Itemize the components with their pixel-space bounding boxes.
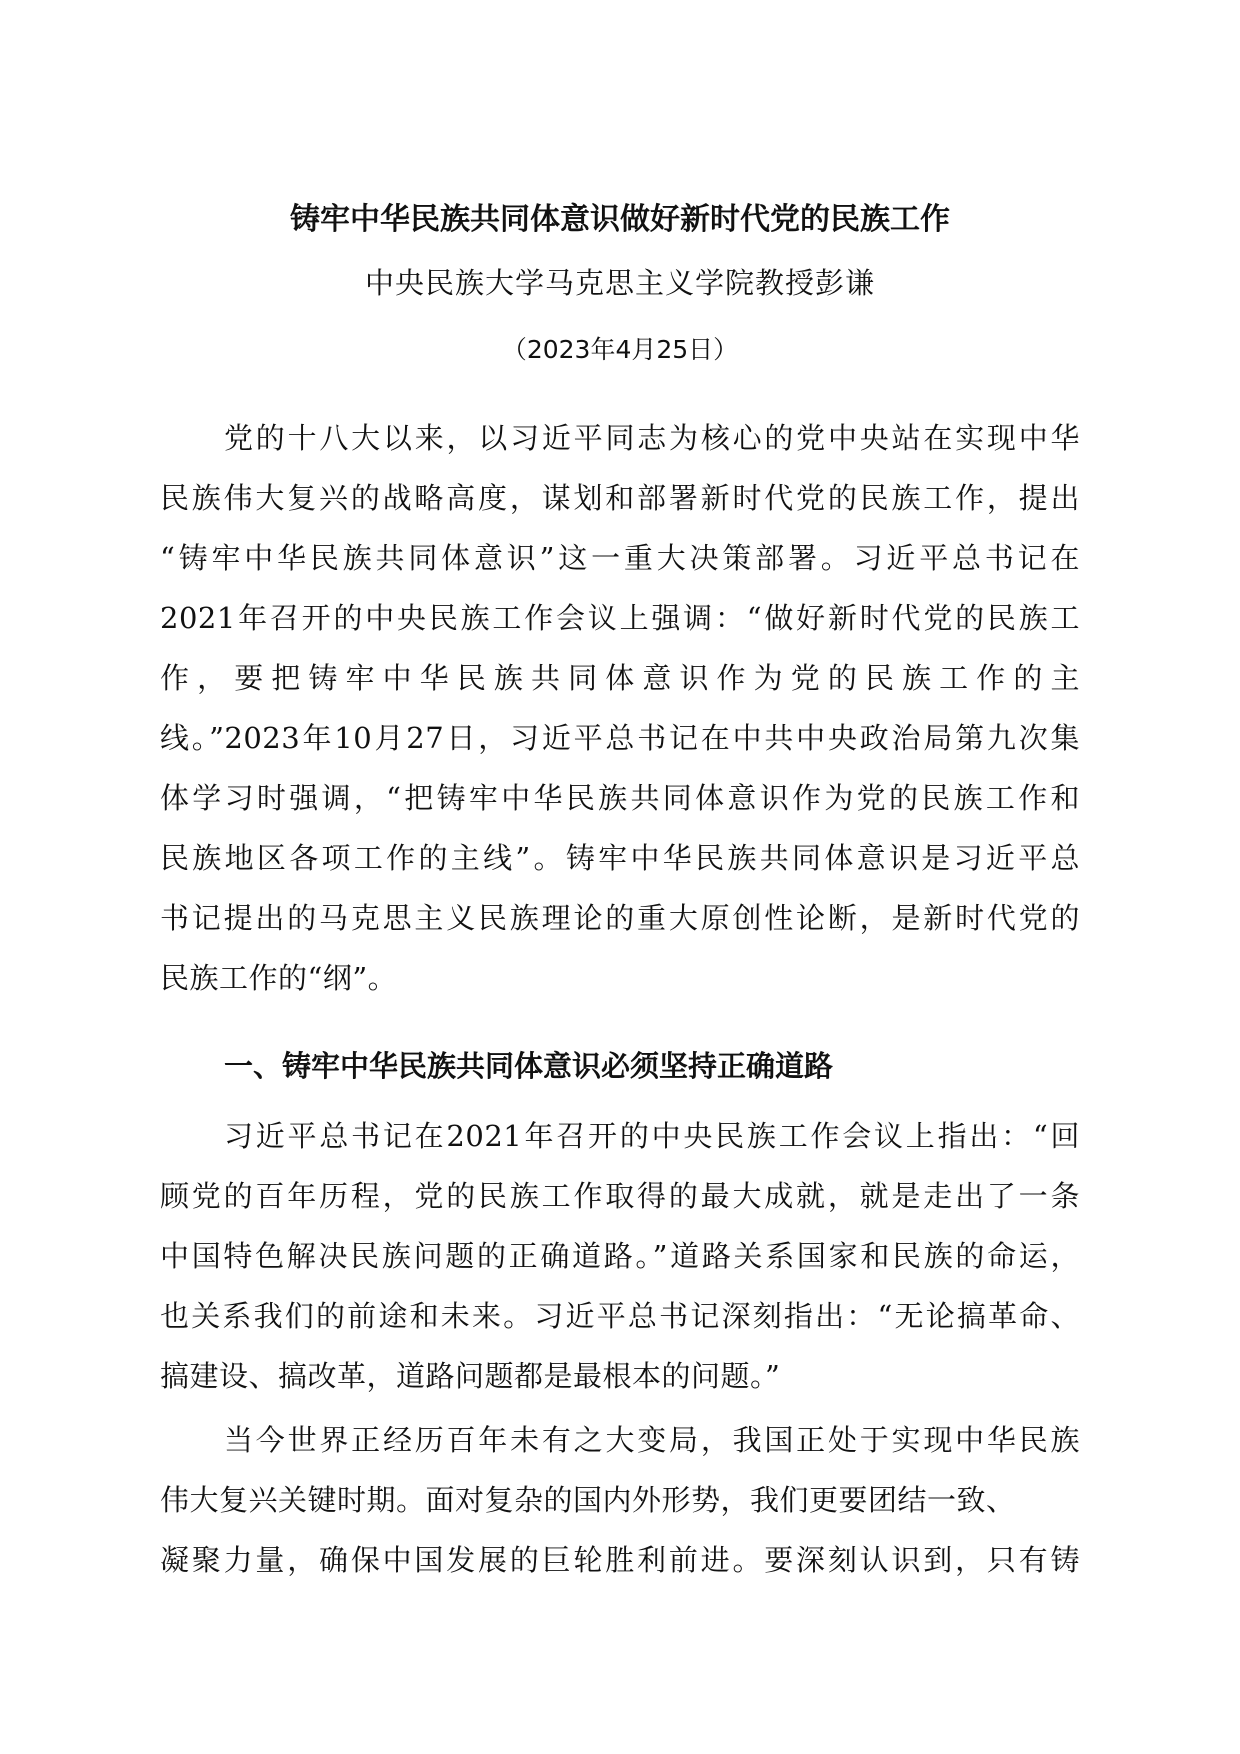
document-title: 铸牢中华民族共同体意识做好新时代党的民族工作	[290, 202, 950, 237]
paragraph-line: 党的十八大以来，以习近平同志为核心的党中央站在实现中华	[224, 421, 1080, 455]
paragraph-line: 当今世界正经历百年未有之大变局，我国正处于实现中华民族	[224, 1423, 1080, 1457]
paragraph-line: 凝聚力量，确保中国发展的巨轮胜利前进。要深刻认识到，只有铸	[160, 1543, 1080, 1577]
paragraph-line: 顾党的百年历程，党的民族工作取得的最大成就，就是走出了一条	[160, 1179, 1080, 1213]
intro-paragraph	[160, 408, 1080, 1008]
section-heading: 一、铸牢中华民族共同体意识必须坚持正确道路	[224, 1049, 834, 1083]
paragraph-line: 搞建设、搞改革，道路问题都是最根本的问题。”	[160, 1359, 781, 1393]
paragraph-line: 也关系我们的前途和未来。习近平总书记深刻指出：“无论搞革命、	[160, 1299, 1080, 1333]
section-paragraph-1	[160, 1106, 1080, 1406]
paragraph-line: 体学习时强调，“把铸牢中华民族共同体意识作为党的民族工作和	[160, 781, 1080, 815]
paragraph-line: 习近平总书记在2021年召开的中央民族工作会议上指出：“回	[224, 1119, 1080, 1153]
paragraph-line: “铸牢中华民族共同体意识”这一重大决策部署。习近平总书记在	[160, 541, 1080, 575]
document-author: 中央民族大学马克思主义学院教授彭谦	[364, 266, 875, 300]
paragraph-line: 伟大复兴关键时期。面对复杂的国内外形势，我们更要团结一致、	[160, 1483, 1016, 1517]
paragraph-line: 民族地区各项工作的主线”。铸牢中华民族共同体意识是习近平总	[160, 841, 1080, 875]
paragraph-line: 书记提出的马克思主义民族理论的重大原创性论断，是新时代党的	[160, 901, 1080, 935]
document-date: （2023年4月25日）	[501, 335, 739, 364]
paragraph-line: 中国特色解决民族问题的正确道路。”道路关系国家和民族的命运，	[160, 1239, 1080, 1273]
paragraph-line: 作，要把铸牢中华民族共同体意识作为党的民族工作的主	[160, 661, 1080, 695]
section-paragraph-2	[160, 1410, 1080, 1590]
paragraph-line: 民族工作的“纲”。	[160, 961, 398, 995]
paragraph-line: 民族伟大复兴的战略高度，谋划和部署新时代党的民族工作，提出	[160, 481, 1080, 515]
paragraph-line: 线。”2023年10月27日，习近平总书记在中共中央政治局第九次集	[160, 721, 1080, 755]
paragraph-line: 2021年召开的中央民族工作会议上强调：“做好新时代党的民族工	[160, 601, 1080, 635]
